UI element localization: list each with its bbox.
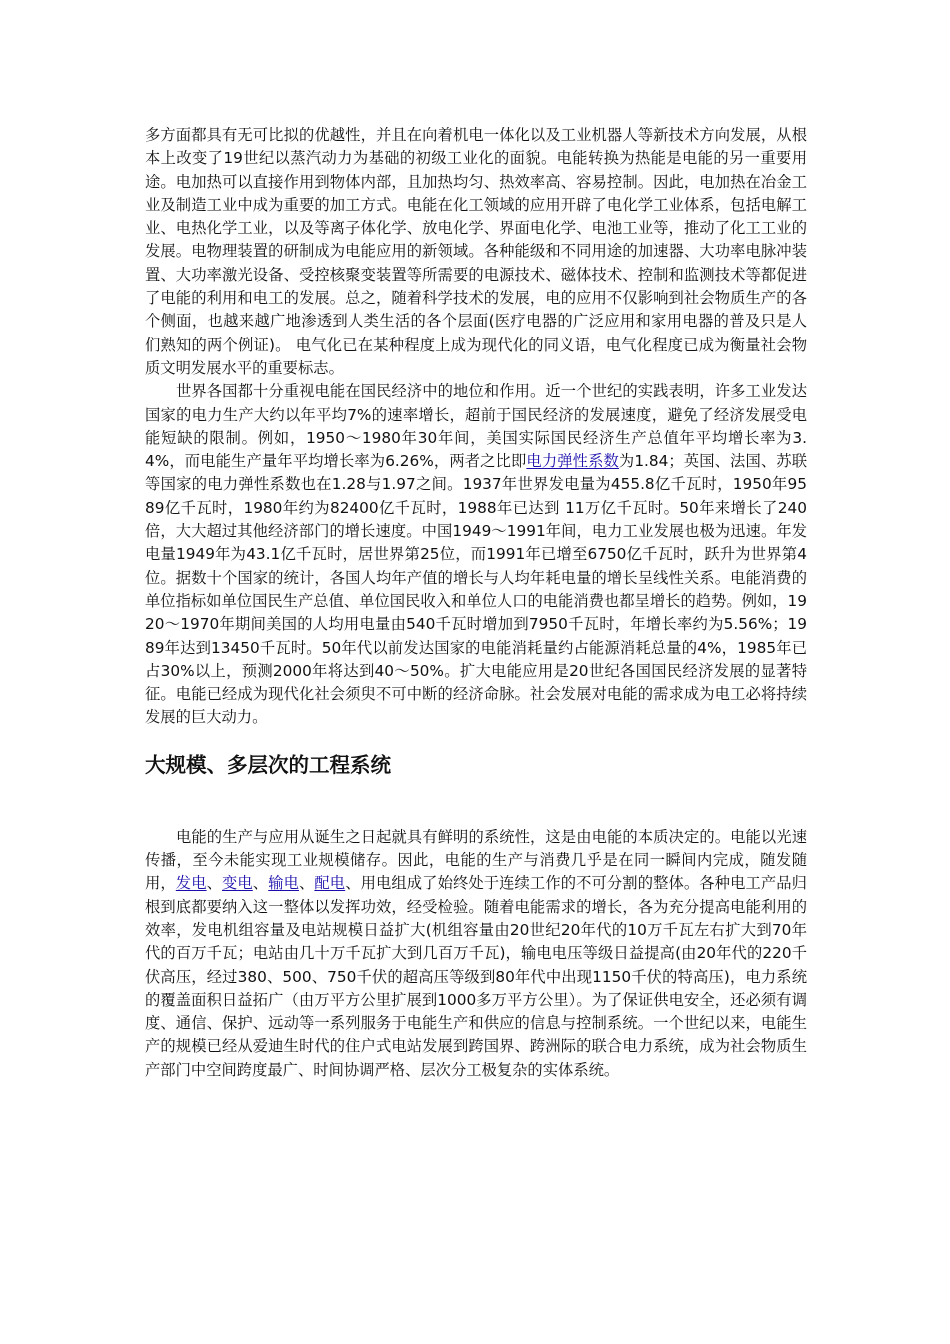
section-heading: 大规模、多层次的工程系统 (145, 752, 391, 777)
link-power-transformation[interactable]: 变电 (222, 874, 253, 893)
link-power-generation[interactable]: 发电 (175, 874, 207, 893)
paragraph-text: 为1.84；英国、法国、苏联等国家的电力弹性系数也在1.28与1.97之间。1937年世界发电量为455.8亿千瓦时，1950年9589亿千瓦时，1980年约为82400亿千瓦时，1988年已达到 11万亿千瓦时。50年来增长了240倍，大大超过其他经济部门的增长速度。中国1949～1991年间，电力工业发展也极为迅速。年发电量1949年为43.1亿千瓦时，居世界第25位，而1991年已增至6750亿千瓦时，跃升为世界第4位。据数十个国家的统计，各国人均年产值的增长与人均年耗电量的增长呈线性关系。电能消费的单位指标如单位国民生产总值、单位国民收入和单位人口的电能消费也都呈增长的趋势。例如，1920～1970年期间美国的人均用电量由540千瓦时增加到7950千瓦时，年增长率约为5.56%；1989年达到13450千瓦时。50年代以前发达国家的电能消耗量约占能源消耗总量的4%，1985年已占30%以上，预测2000年将达到40～50%。扩大电能应用是20世纪各国国民经济发展的显著特征。电能已经成为现代化社会须臾不可中断的经济命脉。社会发展对电能的需求成为电工必将持续发展的巨大动力。 (145, 452, 807, 727)
paragraph-text: 、用电组成了始终处于连续工作的不可分割的整体。各种电工产品归根到底都要纳入这一整体以发挥功效，经受检验。随着电能需求的增长，各为充分提高电能利用的效率，发电机组容量及电站规模日益扩大(机组容量由20世纪20年代的10万千瓦左右扩大到70年代的百万千瓦；电站由几十万千瓦扩大到几百万千瓦)，输电电压等级日益提高(由20年代的220千伏高压，经过380、500、750千伏的超高压等级到80年代中出现1150千伏的特高压)，电力系统的覆盖面积日益拓广（由万平方公里扩展到1000多万平方公里）。为了保证供电安全，还必须有调度、通信、保护、远动等一系列服务于电能生产和供应的信息与控制系统。一个世纪以来，电能生产的规模已经从爱迪生时代的住户式电站发展到跨国界、跨洲际的联合电力系统，成为社会物质生产部门中空间跨度最广、时间协调严格、层次分工极复杂的实体系统。 (145, 874, 807, 1079)
link-power-transmission[interactable]: 输电 (268, 874, 299, 893)
separator: 、 (299, 874, 315, 893)
separator: 、 (206, 874, 222, 893)
document-page (145, 124, 807, 1082)
link-power-distribution[interactable]: 配电 (314, 874, 346, 893)
link-power-elasticity-coefficient[interactable]: 电力弹性系数 (526, 452, 619, 471)
paragraph-electric-applications: 多方面都具有无可比拟的优越性，并且在向着机电一体化以及工业机器人等新技术方向发展，从根本上改变了19世纪以蒸汽动力为基础的初级工业化的面貌。电能转换为热能是电能的另一重要用途。电加热可以直接作用到物体内部，且加热均匀、热效率高、容易控制。因此，电加热在冶金工业及制造工业中成为重要的加工方式。电能在化工领域的应用开辟了电化学工业体系，包括电解工业、电热化学工业，以及等离子体化学、放电化学、界面电化学、电池工业等，推动了化工工业的发展。电物理装置的研制成为电能应用的新领域。各种能级和不同用途的加速器、大功率电脉冲装置、大功率激光设备、受控核聚变装置等所需要的电源技术、磁体技术、控制和监测技术等都促进了电能的利用和电工的发展。总之，随着科学技术的发展，电的应用不仅影响到社会物质生产的各个侧面，也越来越广地渗透到人类生活的各个层面(医疗电器的广泛应用和家用电器的普及只是人们熟知的两个例证)。 电气化已在某种程度上成为现代化的同义语，电气化程度已成为衡量社会物质文明发展水平的重要标志。 (145, 126, 807, 377)
paragraph-text: 世界各国都十分重视电能在国民经济中的地位和作用。近一个世纪的实践表明，许多工业发达国家的电力生产大约以年平均7%的速率增长，超前于国民经济的发展速度，避免了经济发展受电能短缺的限制。例如，1950～1980年30年间，美国实际国民经济生产总值年平均增长率为3.4%，而电能生产量年平均增长率为6.26%，两者之比即 (145, 382, 807, 471)
paragraph-electricity-growth (145, 380, 807, 729)
paragraph-text: 电能的生产与应用从诞生之日起就具有鲜明的系统性，这是由电能的本质决定的。电能以光速传播，至今未能实现工业规模储存。因此，电能的生产与消费几乎是在同一瞬间内完成，随发随用， (145, 827, 807, 893)
paragraph-system-nature (145, 826, 807, 1082)
separator: 、 (252, 874, 269, 893)
